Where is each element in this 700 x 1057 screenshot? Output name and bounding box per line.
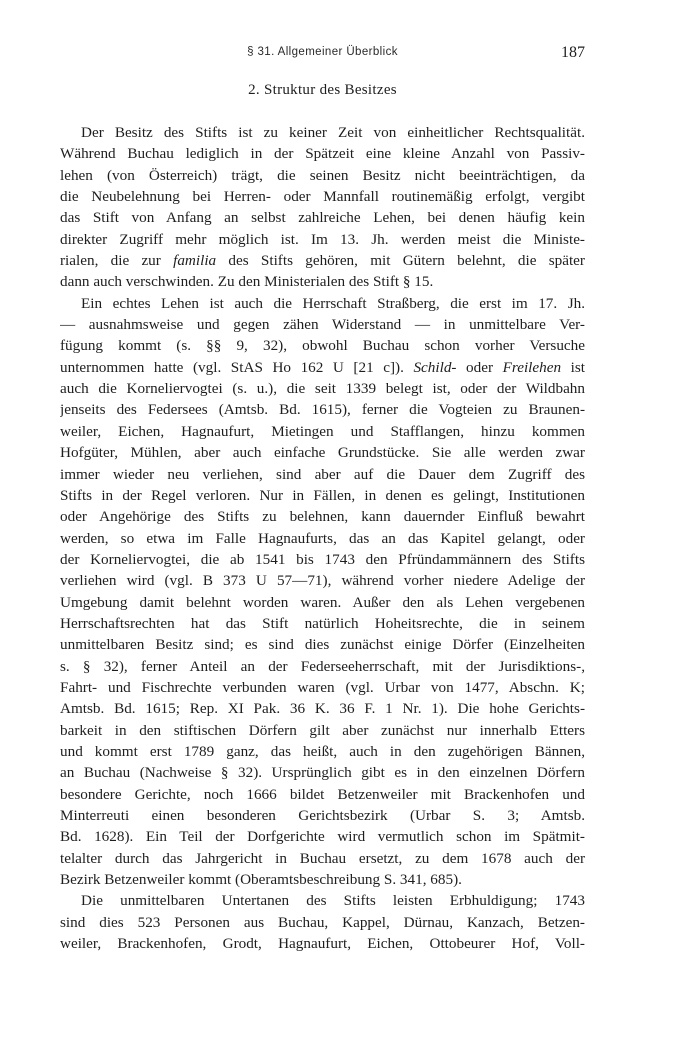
body-text [60, 122, 585, 954]
text-line [60, 271, 585, 292]
text-segment: immer wieder neu verliehen, sind aber auf die Dauer dem Zugriff des [60, 465, 585, 483]
text-segment: fügung kommt (s. §§ 9, 32), obwohl Buchau schon vorher Versuche [60, 337, 585, 355]
italic-term: familia [173, 252, 217, 270]
text-line [60, 165, 585, 186]
text-segment: unternommen hatte (vgl. StAS Ho 162 U [21 c]). [60, 358, 414, 376]
text-segment: weiler, Brackenhofen, Grodt, Hagnaufurt, Eichen, Ottobeurer Hof, Voll- [60, 935, 585, 953]
text-line [60, 805, 585, 826]
text-segment: des Stifts gehören, mit Gütern belehnt, die später [216, 252, 585, 270]
text-segment: rialen, die zur [60, 252, 174, 270]
text-line [60, 357, 585, 378]
text-segment: Umgebung damit belehnt worden waren. Außer den als Lehen vergebenen [60, 593, 585, 611]
text-line [60, 314, 585, 335]
text-segment: die Neubelehnung bei Herren- oder Mannfall routinemäßig erfolgt, vergibt [60, 188, 585, 206]
text-segment: Amtsb. Bd. 1615; Rep. XI Pak. 36 K. 36 F. 1 Nr. 1). Die hohe Gerichts- [60, 700, 585, 718]
text-segment: auch die Korneliervogtei (s. u.), die seit 1339 belegt ist, oder der Wildbahn [60, 380, 585, 398]
text-line [60, 698, 585, 719]
text-segment: Herrschaftsrechten hat das Stift natürlich Hoheitsrechte, die in seinem [60, 614, 585, 632]
text-line [60, 762, 585, 783]
text-segment: s. § 32), ferner Anteil an der Federseeherrschaft, mit der Jurisdiktions-, [60, 657, 585, 675]
running-head-title: § 31. Allgemeiner Überblick [247, 46, 398, 58]
page-number: 187 [561, 44, 585, 61]
text-line [60, 143, 585, 164]
text-line [60, 186, 585, 207]
text-line [60, 933, 585, 954]
text-line [60, 869, 585, 890]
text-segment: dann auch verschwinden. Zu den Ministerialen des Stift § 15. [60, 273, 434, 291]
text-line [60, 677, 585, 698]
text-segment: Minterreuti einen besonderen Gerichtsbezirk (Urbar S. 3; Amtsb. [60, 807, 585, 824]
text-line [60, 634, 585, 655]
text-segment: Fahrt- und Fischrechte verbunden waren (vgl. Urbar von 1477, Abschn. K; [60, 678, 585, 696]
text-segment: Stifts in der Regel verloren. Nur in Fällen, in denen es gelingt, Institutionen [60, 486, 585, 504]
italic-term: Schild- [413, 358, 457, 376]
text-line [60, 912, 585, 933]
text-line [60, 720, 585, 741]
text-segment: telalter durch das Jahrgericht in Buchau ersetzt, zu dem 1678 auch der [60, 849, 585, 867]
text-line [60, 122, 585, 143]
text-line [60, 378, 585, 399]
text-segment: sind dies 523 Personen aus Buchau, Kappel, Dürnau, Kanzach, Betzen- [60, 913, 585, 931]
text-segment: Der Besitz des Stifts ist zu keiner Zeit von einheitlicher Rechtsqualität. [81, 124, 585, 141]
text-line [60, 549, 585, 570]
text-line [60, 784, 585, 805]
text-line [60, 890, 585, 911]
text-line [60, 570, 585, 591]
text-segment: unmittelbaren Besitz sind; es sind dies zunächst einige Dörfer (Einzelheiten [60, 636, 585, 654]
text-line [60, 485, 585, 506]
text-line [60, 335, 585, 356]
text-segment: barkeit in den stiftischen Dörfern gilt aber zunächst nur innerhalb Etters [60, 721, 585, 739]
text-line [60, 250, 585, 271]
text-line [60, 741, 585, 762]
text-segment: ist [561, 358, 585, 376]
text-line [60, 506, 585, 527]
text-segment: verliehen wird (vgl. B 373 U 57—71), während vorher niedere Adelige der [60, 572, 585, 590]
text-segment: Hofgüter, Mühlen, aber auch einfache Grundstücke. Sie alle werden zwar [60, 444, 585, 462]
text-segment: — ausnahmsweise und gegen zähen Widerstand — in unmittelbare Ver- [60, 316, 585, 334]
text-segment: Bezirk Betzenweiler kommt (Oberamtsbeschreibung S. 341, 685). [60, 871, 462, 889]
text-line [60, 656, 585, 677]
text-segment: besondere Gerichte, noch 1666 bildet Betzenweiler mit Brackenhofen und [60, 785, 585, 803]
text-line [60, 826, 585, 847]
text-segment: lehen (von Österreich) trägt, die seinen Besitz nicht beeinträchtigen, da [60, 166, 585, 184]
text-line [60, 229, 585, 250]
text-segment: der Korneliervogtei, die ab 1541 bis 1743 den Pfründammännern des Stifts [60, 550, 585, 568]
text-line [60, 464, 585, 485]
text-segment: an Buchau (Nachweise § 32). Ursprünglich gibt es in den einzelnen Dörfern [60, 764, 585, 782]
text-segment: oder Angehörige des Stifts zu belehnen, kann dauernder Einfluß bewahrt [60, 508, 585, 526]
text-segment: und kommt erst 1789 ganz, das heißt, auch in den zugehörigen Bännen, [60, 742, 585, 760]
text-line [60, 293, 585, 314]
text-line [60, 592, 585, 613]
text-segment: direkter Zugriff mehr möglich ist. Im 13. Jh. werden meist die Ministe- [60, 230, 585, 248]
text-line [60, 399, 585, 420]
text-segment: weiler, Eichen, Hagnaufurt, Mietingen und Stafflangen, hinzu kommen [60, 422, 585, 440]
text-segment: Während Buchau lediglich in der Spätzeit eine kleine Anzahl von Passiv- [60, 145, 585, 163]
text-line [60, 442, 585, 463]
text-segment: Die unmittelbaren Untertanen des Stifts leisten Erbhuldigung; 1743 [81, 892, 585, 910]
text-line [60, 848, 585, 869]
italic-term: Freilehen [502, 358, 562, 376]
section-heading: 2. Struktur des Besitzes [248, 82, 397, 98]
text-segment: Ein echtes Lehen ist auch die Herrschaft Straßberg, die erst im 17. Jh. [81, 294, 585, 312]
text-segment: oder [456, 358, 503, 376]
running-head [60, 44, 585, 64]
text-line [60, 421, 585, 442]
text-line [60, 528, 585, 549]
text-line [60, 207, 585, 228]
text-segment: das Stift von Anfang an selbst zahlreiche Lehen, bei denen häufig kein [60, 209, 585, 227]
text-segment: Bd. 1628). Ein Teil der Dorfgerichte wird vermutlich schon im Spätmit- [60, 828, 585, 846]
text-line [60, 613, 585, 634]
text-segment: jenseits des Federsees (Amtsb. Bd. 1615), ferner die Vogteien zu Braunen- [60, 401, 585, 419]
text-segment: werden, so etwa im Falle Hagnaufurts, das an das Kapitel gelangt, oder [60, 529, 585, 547]
